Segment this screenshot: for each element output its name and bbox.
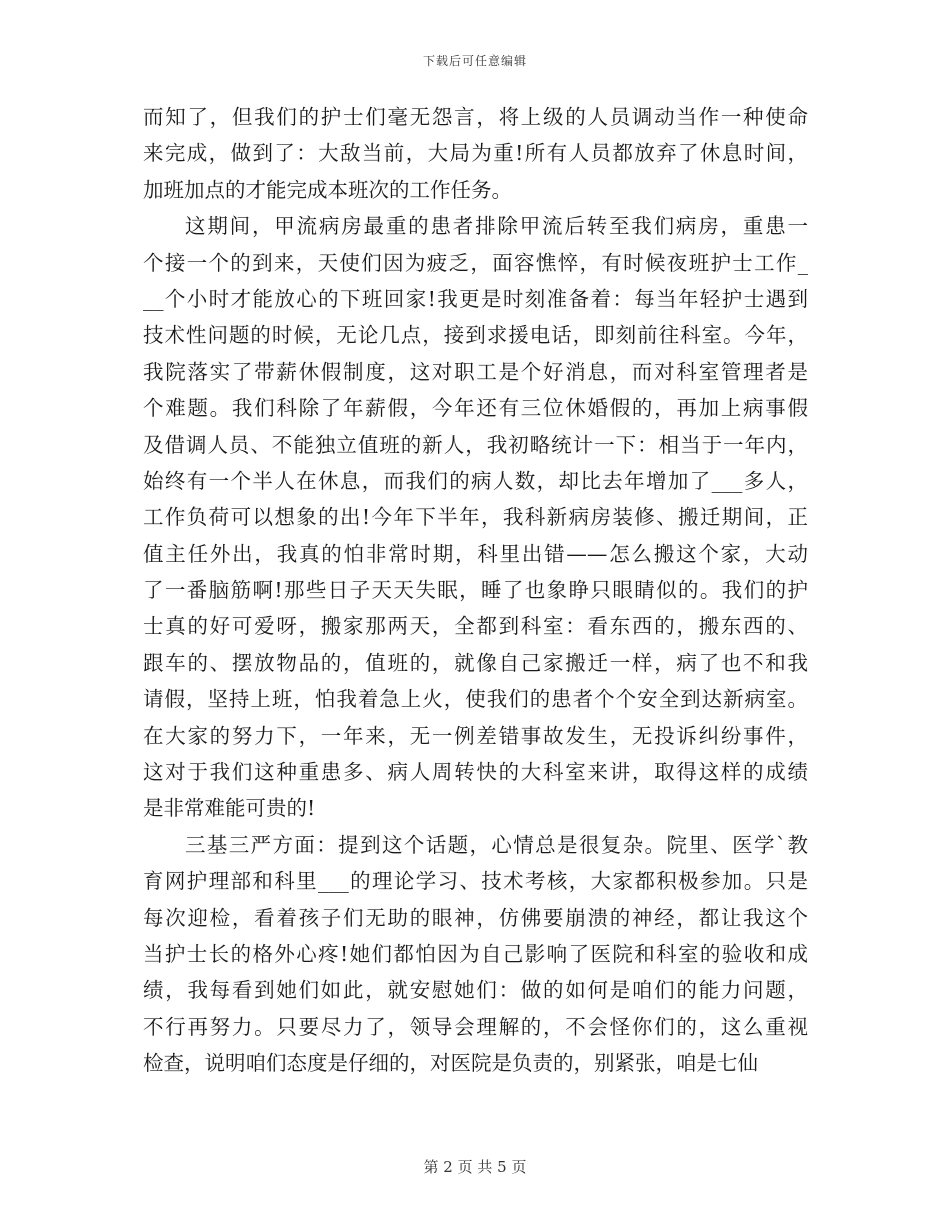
text-line: 工作负荷可以想象的出!今年下半年，我科新病房装修、搬迁期间，正 — [143, 505, 808, 530]
text-line: 个接一个的到来，天使们因为疲乏，面容憔悴，有时候夜班护士工作_ — [143, 250, 808, 275]
paragraph — [143, 99, 808, 208]
text-line: 我院落实了带薪休假制度，这对职工是个好消息，而对科室管理者是 — [143, 359, 808, 384]
text-line: __个小时才能放心的下班回家!我更是时刻准备着：每当年轻护士遇到 — [143, 286, 808, 311]
text-line: 跟车的、摆放物品的，值班的，就像自己家搬迁一样，病了也不和我 — [143, 650, 808, 675]
text-line: 技术性问题的时候，无论几点，接到求援电话，即刻前往科室。今年， — [143, 323, 808, 348]
text-line: 是非常难能可贵的! — [143, 796, 316, 821]
text-line: 不行再努力。只要尽力了，领导会理解的，不会怪你们的，这么重视 — [143, 1014, 808, 1039]
text-line: 了一番脑筋啊!那些日子天天失眠，睡了也象睁只眼睛似的。我们的护 — [143, 578, 808, 603]
text-line: 值主任外出，我真的怕非常时期，科里出错——怎么搬这个家，大动 — [143, 541, 808, 566]
text-line: 及借调人员、不能独立值班的新人，我初略统计一下：相当于一年内， — [143, 432, 808, 457]
text-line: 这对于我们这种重患多、病人周转快的大科室来讲，取得这样的成绩 — [143, 760, 808, 785]
text-line: 当护士长的格外心疼!她们都怕因为自己影响了医院和科室的验收和成 — [143, 941, 808, 966]
text-line: 育网护理部和科里___的理论学习、技术考核，大家都积极参加。只是 — [143, 869, 808, 894]
paragraph — [143, 208, 808, 827]
text-line: 个难题。我们科除了年薪假，今年还有三位休婚假的，再加上病事假 — [143, 396, 808, 421]
text-line: 来完成，做到了：大敌当前，大局为重!所有人员都放弃了休息时间， — [143, 141, 808, 166]
text-line: 绩，我每看到她们如此，就安慰她们：做的如何是咱们的能力问题， — [143, 978, 808, 1003]
document-body — [143, 99, 808, 1082]
text-line: 每次迎检，看着孩子们无助的眼神，仿佛要崩溃的神经，都让我这个 — [143, 905, 808, 930]
text-line: 检查，说明咱们态度是仔细的，对医院是负责的，别紧张，咱是七仙 — [143, 1051, 758, 1076]
text-line: 这期间，甲流病房最重的患者排除甲流后转至我们病房，重患一 — [185, 214, 808, 239]
text-line: 士真的好可爱呀，搬家那两天，全都到科室：看东西的，搬东西的、 — [143, 614, 808, 639]
text-line: 三基三严方面：提到这个话题，心情总是很复杂。院里、医学`教 — [185, 832, 808, 857]
paragraph — [143, 827, 808, 1082]
text-line: 请假，坚持上班，怕我着急上火，使我们的患者个个安全到达新病室。 — [143, 687, 808, 712]
text-line: 在大家的努力下，一年来，无一例差错事故发生，无投诉纠纷事件， — [143, 723, 808, 748]
page-footer: 第 2 页 共 5 页 — [423, 1158, 527, 1176]
text-line: 而知了，但我们的护士们毫无怨言，将上级的人员调动当作一种使命 — [143, 105, 808, 129]
text-line: 始终有一个半人在休息，而我们的病人数，却比去年增加了___多人， — [143, 468, 808, 493]
page-header: 下载后可任意编辑 — [422, 54, 527, 68]
text-line: 加班加点的才能完成本班次的工作任务。 — [143, 177, 512, 202]
